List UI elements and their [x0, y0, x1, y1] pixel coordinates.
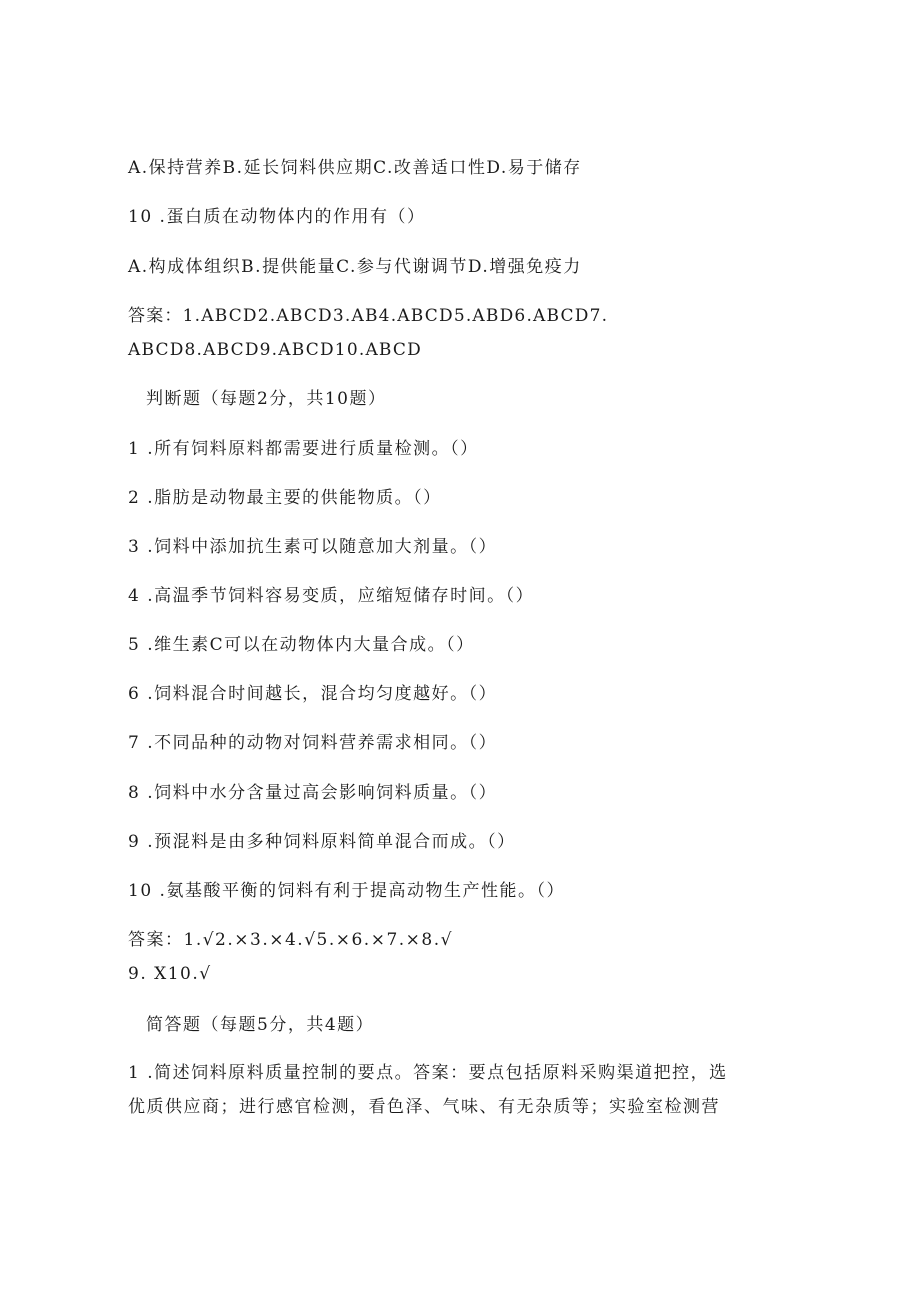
tf-question-10: 10 .氨基酸平衡的饲料有利于提高动物生产性能。（）: [128, 881, 565, 901]
short-answer-q1-line1: 1 .简述饲料原料质量控制的要点。答案：要点包括原料采购渠道把控，选: [128, 1063, 728, 1083]
q9-options: A.保持营养B.延长饲料供应期C.改善适口性D.易于储存: [128, 158, 582, 178]
tf-question-3: 3 .饲料中添加抗生素可以随意加大剂量。（）: [128, 537, 498, 557]
multi-choice-answer-line1: 答案：1.ABCD2.ABCD3.AB4.ABCD5.ABD6.ABCD7.: [128, 306, 609, 326]
tf-question-4: 4 .高温季节饲料容易变质，应缩短储存时间。（）: [128, 586, 535, 606]
multi-choice-answer-line2: ABCD8.ABCD9.ABCD10.ABCD: [128, 340, 422, 360]
true-false-answer-line1: 答案：1.√2.×3.×4.√5.×6.×7.×8.√: [128, 930, 453, 950]
short-answer-heading: 简答题（每题5分，共4题）: [146, 1015, 375, 1035]
tf-question-5: 5 .维生素C可以在动物体内大量合成。（）: [128, 635, 475, 655]
short-answer-q1-line2: 优质供应商；进行感官检测，看色泽、气味、有无杂质等；实验室检测营: [128, 1097, 720, 1117]
tf-question-7: 7 .不同品种的动物对饲料营养需求相同。（）: [128, 733, 498, 753]
true-false-heading: 判断题（每题2分，共10题）: [146, 389, 387, 409]
q10-options: A.构成体组织B.提供能量C.参与代谢调节D.增强免疫力: [128, 257, 582, 277]
tf-question-8: 8 .饲料中水分含量过高会影响饲料质量。（）: [128, 783, 498, 803]
tf-question-6: 6 .饲料混合时间越长，混合均匀度越好。（）: [128, 684, 498, 704]
tf-question-1: 1 .所有饲料原料都需要进行质量检测。（）: [128, 439, 479, 459]
q10-stem: 10 .蛋白质在动物体内的作用有（）: [128, 207, 426, 227]
true-false-answer-line2: 9. X10.√: [128, 964, 212, 984]
tf-question-2: 2 .脂肪是动物最主要的供能物质。（）: [128, 488, 442, 508]
tf-question-9: 9 .预混料是由多种饲料原料简单混合而成。（）: [128, 832, 516, 852]
